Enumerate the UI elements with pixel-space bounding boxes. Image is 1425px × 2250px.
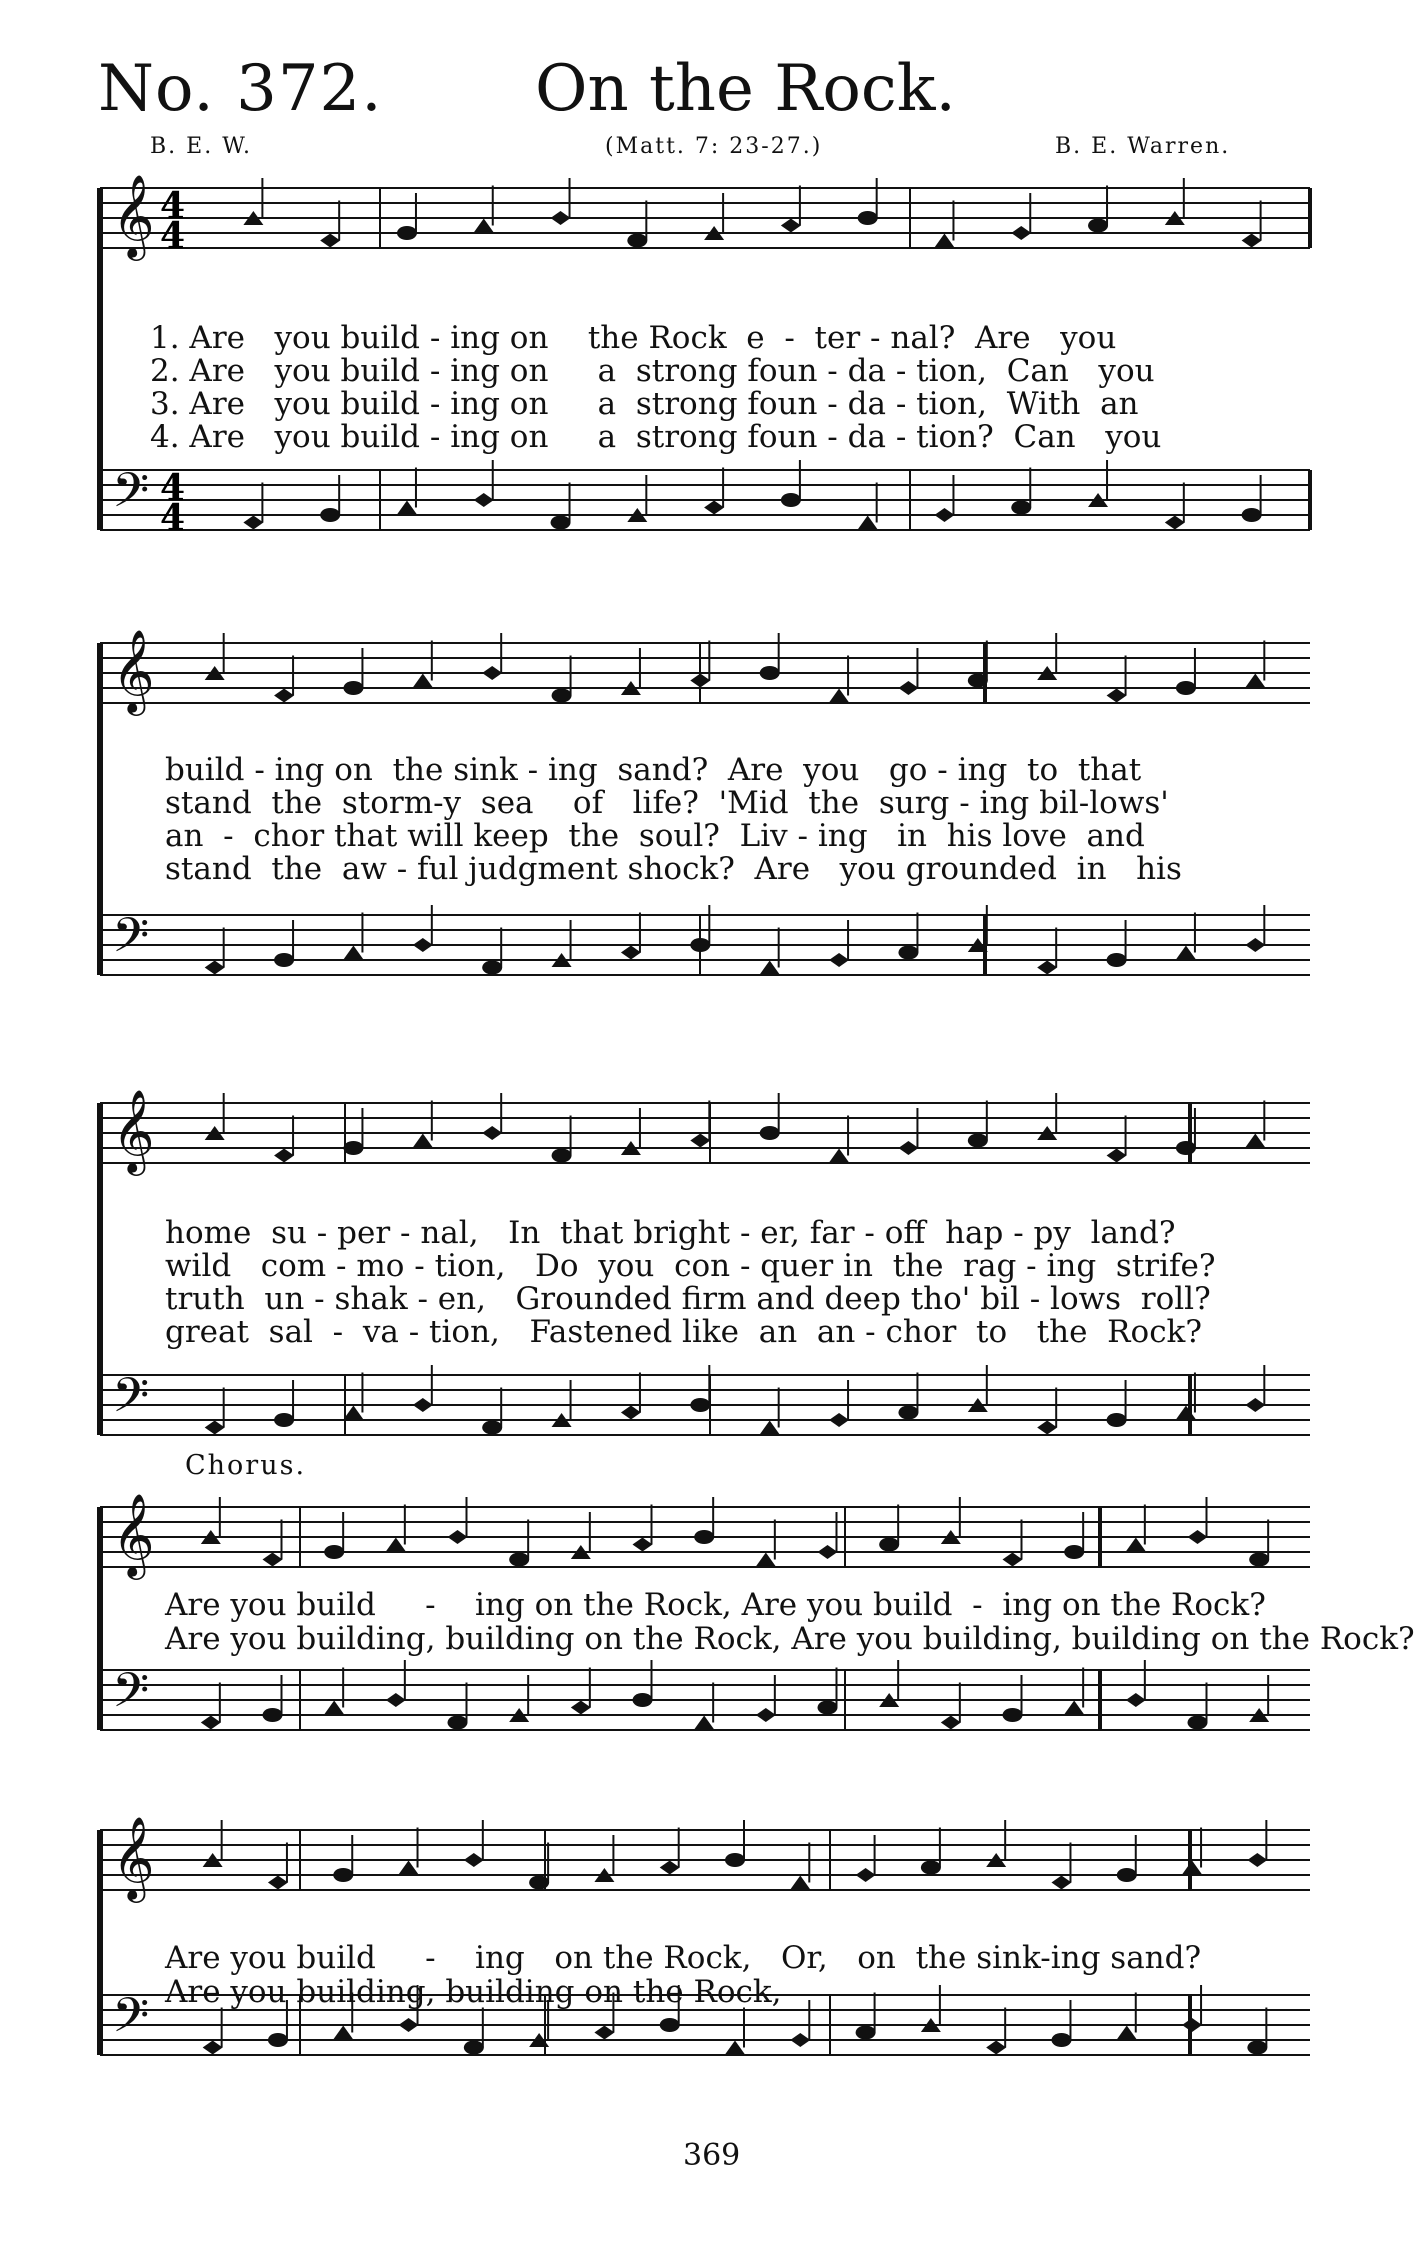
lyric-line: Are you build - ing on the Rock, Are you build - ing on the Rock? [165,1587,1266,1623]
note-head [1107,953,1127,967]
note-head [448,1716,468,1730]
note-head [986,2041,1006,2055]
note-head [690,1134,710,1148]
note-head [829,689,849,703]
note-head [551,211,571,225]
treble-clef-icon: 𝄞 [112,1088,155,1172]
note-head [482,666,502,680]
composer-credit: B. E. Warren. [1055,134,1231,159]
note-head [1064,1545,1084,1559]
note-head [968,1134,988,1148]
note-head [203,2041,223,2055]
treble-clef-icon: 𝄞 [112,173,155,257]
lyric-line: Are you build - ing on the Rock, Or, on the sink-ing sand? [165,1940,1202,1976]
note-head [1165,516,1185,530]
note-head [633,1693,653,1707]
note-head [386,1538,406,1552]
note-head [1245,1134,1265,1148]
note-head [482,1126,502,1140]
note-head [1088,219,1108,233]
note-head [343,946,363,960]
note-head [320,508,340,522]
note-head [1011,501,1031,515]
note-head [399,1861,419,1875]
note-head [1242,508,1262,522]
note-head [627,234,647,248]
note-head [201,1716,221,1730]
note-head [474,219,494,233]
note-head [274,1413,294,1427]
note-head [760,1421,780,1435]
note-head [413,674,433,688]
note-head [660,1861,680,1875]
bass-clef-icon: 𝄢 [112,1662,150,1730]
lyric-line: Are you building, building on the Rock, [165,1974,782,2010]
note-head [1242,234,1262,248]
note-head [343,1141,363,1155]
note-head [633,1538,653,1552]
lyric-line: 3. Are you build - ing on a strong foun - da - tion, With an [150,386,1139,422]
note-head [690,1398,710,1412]
note-head [725,2041,745,2055]
note-head [690,674,710,688]
note-head [509,1553,529,1567]
note-head [1245,674,1265,688]
note-head [856,2026,876,2040]
music-system-4 [0,1492,1425,1825]
note-head [818,1701,838,1715]
note-head [464,2041,484,2055]
note-head [756,1553,776,1567]
note-head [898,946,918,960]
note-head [704,501,724,515]
note-head [263,1708,283,1722]
bass-clef-icon: 𝄢 [112,907,150,975]
note-head [690,938,710,952]
note-head [694,1530,714,1544]
note-head [263,1553,283,1567]
note-head [1003,1708,1023,1722]
note-head [205,1421,225,1435]
note-head [760,666,780,680]
bass-clef-icon: 𝄢 [112,1987,150,2055]
note-head [571,1701,591,1715]
note-head [829,953,849,967]
note-head [1117,2026,1137,2040]
lyricist-credit: B. E. W. [150,134,252,159]
note-head [781,493,801,507]
note-head [324,1701,344,1715]
lyric-line: 1. Are you build - ing on the Rock e - ter - nal? Are you [150,320,1117,356]
note-head [934,508,954,522]
note-head [879,1538,899,1552]
note-head [1037,961,1057,975]
note-head [921,1861,941,1875]
note-head [694,1716,714,1730]
note-head [660,2018,680,2032]
note-head [594,2026,614,2040]
note-head [1247,1853,1267,1867]
note-head [725,1853,745,1867]
note-head [205,961,225,975]
note-head [1182,2018,1202,2032]
treble-clef-icon: 𝄞 [112,1492,155,1576]
note-head [790,2033,810,2047]
note-head [320,234,340,248]
note-head [343,681,363,695]
note-head [274,1149,294,1163]
note-head [1176,681,1196,695]
note-head [413,1134,433,1148]
bass-clef-icon: 𝄢 [112,1367,150,1435]
time-signature: 4 [160,185,186,227]
lyric-line: an - chor that will keep the soul? Liv - ing in his love and [165,818,1145,854]
note-head [1037,1421,1057,1435]
treble-clef-icon: 𝄞 [112,1815,155,1899]
note-head [760,1126,780,1140]
time-signature: 4 [160,467,186,509]
bass-clef-icon: 𝄢 [112,462,150,530]
note-head [274,689,294,703]
note-head [1188,1716,1208,1730]
note-head [1117,1868,1137,1882]
note-head [818,1545,838,1559]
note-head [781,219,801,233]
note-head [1176,1406,1196,1420]
note-head [1107,1413,1127,1427]
note-head [551,516,571,530]
note-head [829,1149,849,1163]
lyric-line: wild com - mo - tion, Do you con - quer in the rag - ing strife? [165,1248,1216,1284]
note-head [1245,1398,1265,1412]
note-head [898,681,918,695]
hymn-title: On the Rock. [535,52,956,126]
lyric-line: build - ing on the sink - ing sand? Are you go - ing to that [165,752,1142,788]
hymn-number: No. 372. [98,52,383,126]
note-head [858,211,878,225]
note-head [268,1876,288,1890]
note-head [829,1413,849,1427]
note-head [1247,2041,1267,2055]
note-head [1003,1553,1023,1567]
note-head [1051,1876,1071,1890]
note-head [856,1868,876,1882]
note-head [1188,1530,1208,1544]
note-head [934,234,954,248]
note-head [760,961,780,975]
note-head [482,1421,502,1435]
note-head [1176,1141,1196,1155]
note-head [552,689,572,703]
lyric-line: home su - per - nal, In that bright - er, far - off hap - py land? [165,1215,1176,1251]
page-number: 369 [683,2138,741,2173]
lyric-line: great sal - va - tion, Fastened like an an - chor to the Rock? [165,1314,1202,1350]
note-head [413,1398,433,1412]
note-head [858,516,878,530]
lyric-line: 2. Are you build - ing on a strong foun - da - tion, Can you [150,353,1155,389]
note-head [413,938,433,952]
note-head [941,1716,961,1730]
note-head [1126,1538,1146,1552]
lyric-line: 4. Are you build - ing on a strong foun - da - tion? Can you [150,419,1162,455]
note-head [397,226,417,240]
note-head [274,953,294,967]
note-head [756,1708,776,1722]
lyric-line: truth un - shak - en, Grounded firm and deep tho' bil - lows roll? [165,1281,1211,1317]
note-head [448,1530,468,1544]
note-head [1011,226,1031,240]
time-signature: 4 [160,497,186,539]
treble-clef-icon: 𝄞 [112,628,155,712]
note-head [621,946,641,960]
note-head [1064,1701,1084,1715]
time-signature: 4 [160,215,186,257]
note-head [386,1693,406,1707]
note-head [333,1868,353,1882]
lyric-line: stand the storm-y sea of life? 'Mid the surg - ing bil-lows' [165,785,1169,821]
note-head [1126,1693,1146,1707]
note-head [1182,1861,1202,1875]
note-head [243,516,263,530]
note-head [968,674,988,688]
note-head [343,1406,363,1420]
note-head [529,1876,549,1890]
note-head [474,493,494,507]
note-head [621,1406,641,1420]
note-head [464,1853,484,1867]
note-head [333,2026,353,2040]
scripture-reference: (Matt. 7: 23-27.) [605,134,823,159]
note-head [324,1545,344,1559]
note-head [397,501,417,515]
note-head [482,961,502,975]
note-head [399,2018,419,2032]
note-head [1249,1553,1269,1567]
chorus-label: Chorus. [185,1450,307,1481]
note-head [1107,1149,1127,1163]
note-head [790,1876,810,1890]
note-head [898,1406,918,1420]
note-head [1245,938,1265,952]
lyric-line: stand the aw - ful judgment shock? Are you grounded in his [165,851,1182,887]
note-head [552,1149,572,1163]
note-head [1176,946,1196,960]
note-head [268,2033,288,2047]
note-head [1051,2033,1071,2047]
note-head [898,1141,918,1155]
lyric-line: Are you building, building on the Rock, Are you building, building on the Rock? [165,1621,1415,1657]
note-head [1107,689,1127,703]
